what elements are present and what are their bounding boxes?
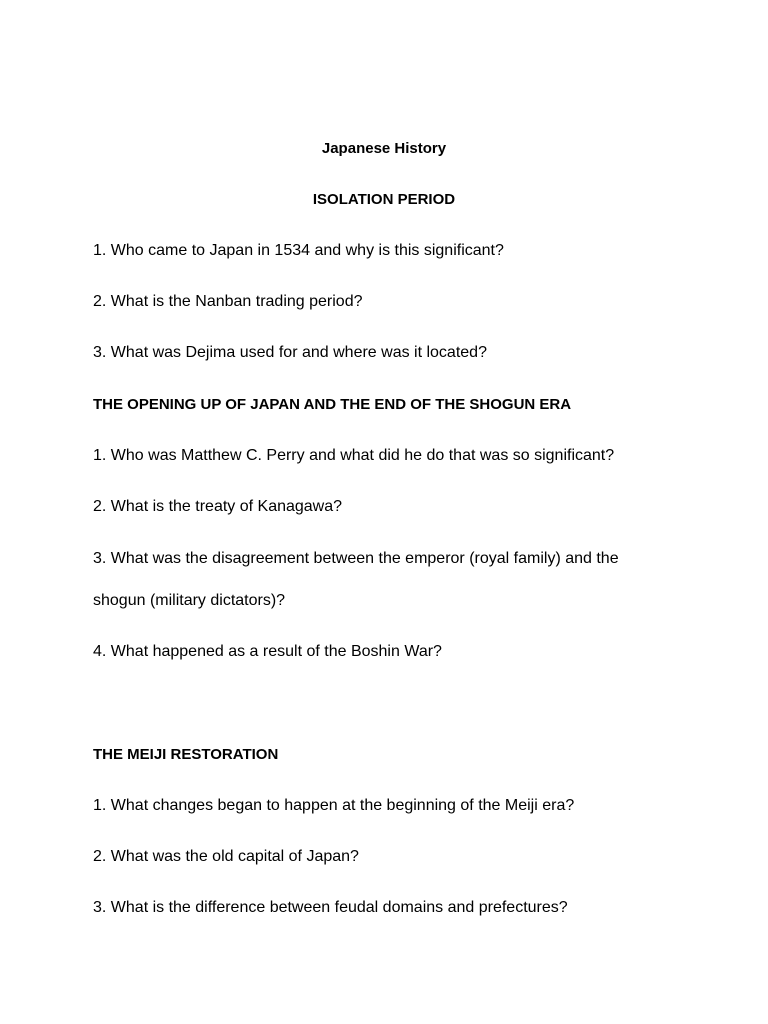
- question-item: 2. What is the treaty of Kanagawa?: [93, 498, 343, 515]
- question-item: 3. What was the disagreement between the emperor (royal family) and the: [93, 550, 619, 567]
- question-item: 2. What was the old capital of Japan?: [93, 848, 359, 865]
- question-item: 1. What changes began to happen at the beginning of the Meiji era?: [93, 797, 575, 814]
- question-item-continuation: shogun (military dictators)?: [93, 592, 286, 609]
- question-item: 2. What is the Nanban trading period?: [93, 293, 363, 310]
- question-item: 1. Who came to Japan in 1534 and why is this significant?: [93, 242, 504, 259]
- section-heading-isolation: ISOLATION PERIOD: [312, 191, 456, 208]
- section-heading-meiji: THE MEIJI RESTORATION: [93, 746, 279, 763]
- question-item: 4. What happened as a result of the Boshin War?: [93, 643, 442, 660]
- document-title: Japanese History: [321, 140, 447, 157]
- question-item: 3. What is the difference between feudal domains and prefectures?: [93, 899, 568, 916]
- question-item: 3. What was Dejima used for and where was it located?: [93, 344, 487, 361]
- section-heading-opening: THE OPENING UP OF JAPAN AND THE END OF THE SHOGUN ERA: [93, 396, 572, 413]
- question-item: 1. Who was Matthew C. Perry and what did he do that was so significant?: [93, 447, 615, 464]
